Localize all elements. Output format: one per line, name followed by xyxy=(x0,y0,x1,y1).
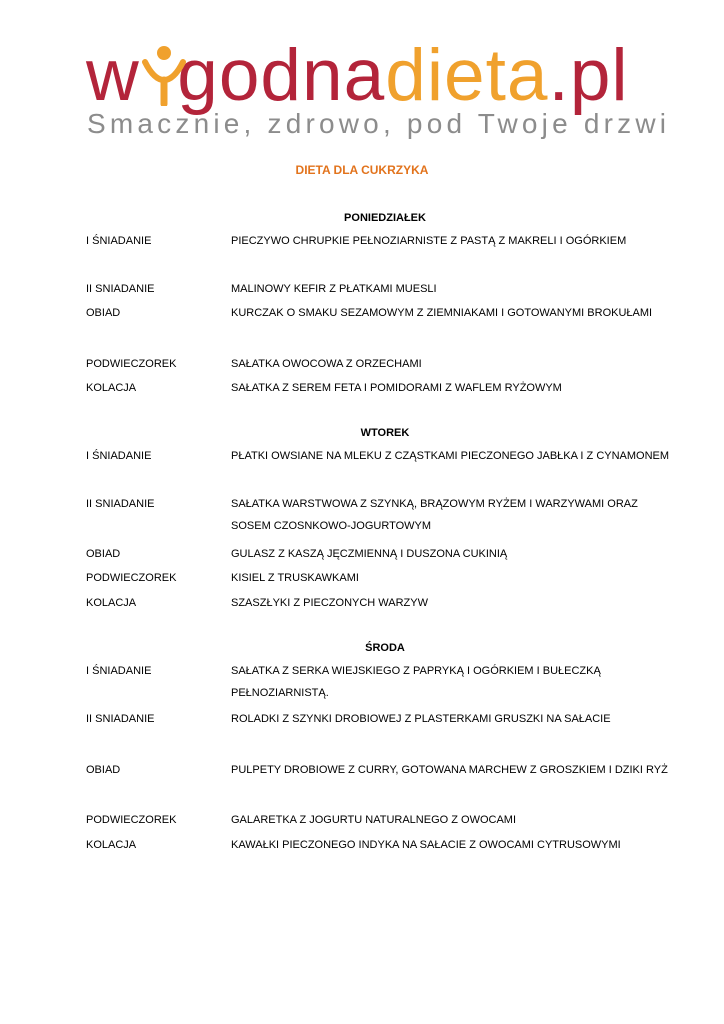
dish-text: PŁATKI OWSIANE NA MLEKU Z CZĄSTKAMI PIECZONEGO JABŁKA I Z CYNAMONEM xyxy=(231,450,670,462)
dish-text: SAŁATKA Z SERKA WIEJSKIEGO Z PAPRYKĄ I OGÓRKIEM I BUŁECZKĄ PEŁNOZIARNISTĄ. xyxy=(231,665,601,699)
logo-tagline: Smacznie, zdrowo, pod Twoje drzwi xyxy=(87,108,671,139)
dish-text: KISIEL Z TRUSKAWKAMI xyxy=(231,572,359,584)
logo-text-orange: dieta xyxy=(385,35,549,116)
person-figure-icon xyxy=(142,44,186,106)
dish-text: KURCZAK O SMAKU SEZAMOWYM Z ZIEMNIAKAMI I GOTOWANYMI BROKUŁAMI xyxy=(231,307,653,319)
dish-text: GULASZ Z KASZĄ JĘCZMIENNĄ I DUSZONA CUKINIĄ xyxy=(231,548,508,560)
dish-text: KAWAŁKI PIECZONEGO INDYKA NA SAŁACIE Z OWOCAMI CYTRUSOWYMI xyxy=(231,839,621,851)
dish-text: ROLADKI Z SZYNKI DROBIOWEJ Z PLASTERKAMI GRUSZKI NA SAŁACIE xyxy=(231,713,611,725)
dish-text: SAŁATKA Z SEREM FETA I POMIDORAMI Z WAFLEM RYŻOWYM xyxy=(231,382,562,394)
logo-text-domain: .pl xyxy=(548,35,629,116)
meal-label: KOLACJA xyxy=(86,382,137,394)
document-title: DIETA DLA CUKRZYKA xyxy=(295,163,429,177)
meal-label: KOLACJA xyxy=(86,839,137,851)
meal-label: PODWIECZOREK xyxy=(86,358,177,370)
dish-text: SAŁATKA WARSTWOWA Z SZYNKĄ, BRĄZOWYM RYŻEM I WARZYWAMI ORAZ SOSEM CZOSNKOWO-JOGURTOWYM xyxy=(231,498,638,532)
logo-text-red: w godna xyxy=(86,35,386,116)
dish-text: PULPETY DROBIOWE Z CURRY, GOTOWANA MARCHEW Z GROSZKIEM I DZIKI RYŻ xyxy=(231,764,668,776)
dish-text: SZASZŁYKI Z PIECZONYCH WARZYW xyxy=(231,597,428,609)
meal-label: I ŚNIADANIE xyxy=(86,235,152,247)
dish-text: MALINOWY KEFIR Z PŁATKAMI MUESLI xyxy=(231,283,437,295)
day-title: ŚRODA xyxy=(365,642,405,654)
brand-logo xyxy=(86,35,671,140)
day-title: PONIEDZIAŁEK xyxy=(344,212,426,224)
meal-label: PODWIECZOREK xyxy=(86,572,177,584)
meal-label: OBIAD xyxy=(86,307,121,319)
meal-label: II SNIADANIE xyxy=(86,713,155,725)
meal-label: II SNIADANIE xyxy=(86,498,155,510)
meal-label: KOLACJA xyxy=(86,597,137,609)
meal-label: OBIAD xyxy=(86,548,121,560)
dish-text: GALARETKA Z JOGURTU NATURALNEGO Z OWOCAMI xyxy=(231,814,517,826)
meal-label: I ŚNIADANIE xyxy=(86,665,152,677)
meal-label: PODWIECZOREK xyxy=(86,814,177,826)
dish-text: SAŁATKA OWOCOWA Z ORZECHAMI xyxy=(231,358,422,370)
meal-label: II SNIADANIE xyxy=(86,283,155,295)
meal-label: I ŚNIADANIE xyxy=(86,450,152,462)
day-title: WTOREK xyxy=(360,427,410,439)
dish-text: PIECZYWO CHRUPKIE PEŁNOZIARNISTE Z PASTĄ Z MAKRELI I OGÓRKIEM xyxy=(231,235,627,247)
meal-label: OBIAD xyxy=(86,764,121,776)
